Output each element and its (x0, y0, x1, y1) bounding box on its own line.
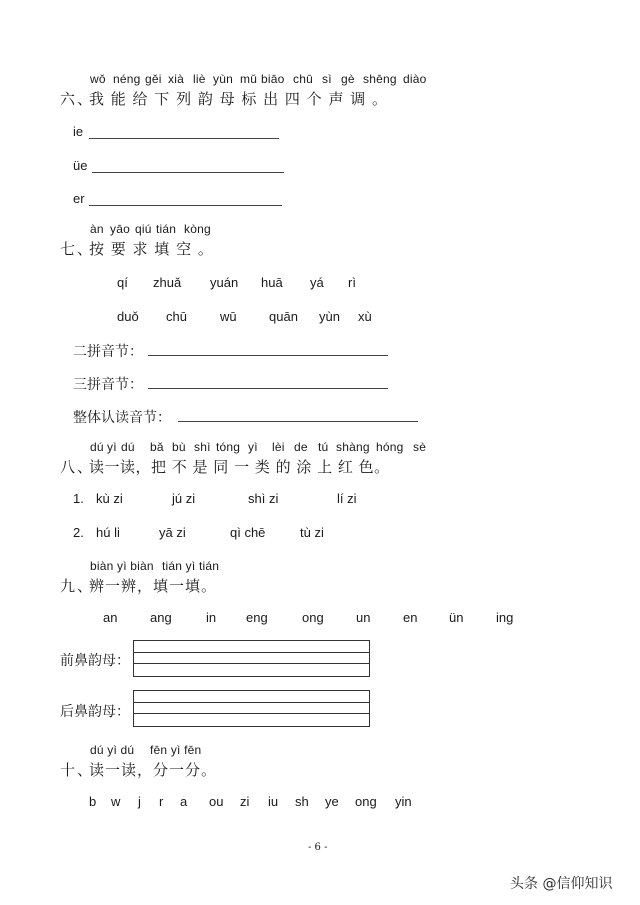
letter-item: ye (325, 794, 339, 809)
word-option[interactable]: yā zi (159, 525, 186, 540)
pinyin-gei: gěi (145, 72, 162, 86)
label-back-nasal: 后鼻韵母： (60, 704, 130, 720)
watermark: 头条 @信仰知识 (510, 876, 613, 892)
answer-line-whole-syllable[interactable] (178, 421, 418, 422)
final-item: in (206, 610, 217, 625)
pinyin-sheng: shēng (363, 72, 397, 86)
letter-item: ong (355, 794, 377, 809)
answer-line-ue[interactable] (92, 172, 284, 173)
pinyin-mu: mǔ (240, 72, 258, 86)
pinyin-fen-yi-fen: fēn yì fēn (150, 743, 202, 757)
pinyin-chu: chū (293, 72, 313, 86)
answer-line-ie[interactable] (89, 138, 279, 139)
box-rule (134, 702, 369, 703)
pinyin-qiu: qiú (135, 222, 152, 236)
section-title: 读一读，把 不 是 同 一 类 的 涂 上 红 色。 (89, 458, 390, 476)
pinyin-du: dú (90, 440, 104, 454)
final-item: ang (150, 610, 172, 625)
syllable: qí (117, 275, 128, 290)
syllable: quān (269, 309, 298, 324)
front-nasal-answer-box[interactable] (133, 640, 370, 677)
box-rule (134, 663, 369, 664)
pinyin-tian: tián (156, 222, 177, 236)
final-item: an (103, 610, 118, 625)
section-number: 七、 (60, 240, 95, 258)
final-item: un (356, 610, 371, 625)
section-number: 九、 (60, 577, 95, 595)
letter-item: ou (209, 794, 224, 809)
pinyin-tu: tú (318, 440, 329, 454)
pinyin-yi: yì (107, 440, 117, 454)
pinyin-du-yi-du: dú yì dú (90, 743, 135, 757)
syllable: chū (166, 309, 187, 324)
pinyin-an: àn (90, 222, 104, 236)
pinyin-neng: néng (113, 72, 141, 86)
label-front-nasal: 前鼻韵母： (60, 653, 130, 669)
pinyin-shang: shàng (336, 440, 370, 454)
pinyin-se: sè (413, 440, 427, 454)
pinyin-yao: yāo (110, 222, 130, 236)
word-option[interactable]: lí zi (337, 491, 357, 506)
syllable: duǒ (117, 309, 139, 324)
syllable: yá (310, 275, 324, 290)
pinyin-bu: bù (172, 440, 186, 454)
pinyin-du: dú (121, 440, 135, 454)
syllable: yuán (210, 275, 239, 290)
pinyin-biao: biāo (261, 72, 285, 86)
label-two-part: 二拼音节： (73, 344, 143, 360)
section-number: 八、 (60, 458, 95, 476)
final-item: ong (302, 610, 324, 625)
pinyin-yun: yùn (213, 72, 233, 86)
pinyin-ba: bǎ (150, 440, 164, 454)
item-number: 1. (73, 491, 84, 506)
back-nasal-answer-box[interactable] (133, 690, 370, 727)
pinyin-shi: shì (194, 440, 211, 454)
final-item: en (403, 610, 418, 625)
box-rule (134, 713, 369, 714)
section-title: 辨一辨，填一填。 (89, 577, 218, 595)
pinyin-tian-yi-tian: tián yì tián (162, 559, 220, 573)
pinyin-lei: lèi (272, 440, 285, 454)
pinyin-bian-yi-bian: biàn yì biàn (90, 559, 154, 573)
pinyin-diao: diào (403, 72, 427, 86)
word-option[interactable]: qì chē (230, 525, 266, 540)
answer-line-three-part[interactable] (148, 388, 388, 389)
pinyin-lie: liè (193, 72, 206, 86)
syllable: huā (261, 275, 283, 290)
letter-item: w (111, 794, 121, 809)
final-item: eng (246, 610, 268, 625)
final-item: ün (449, 610, 464, 625)
letter-item: b (89, 794, 97, 809)
section-title: 我 能 给 下 列 韵 母 标 出 四 个 声 调 。 (89, 90, 388, 108)
syllable: yùn (319, 309, 340, 324)
answer-line-two-part[interactable] (148, 355, 388, 356)
letter-item: iu (268, 794, 279, 809)
item-number: 2. (73, 525, 84, 540)
letter-item: j (138, 794, 141, 809)
section-number: 六、 (60, 90, 95, 108)
final-ie: ie (73, 124, 84, 139)
final-item: ing (496, 610, 514, 625)
pinyin-ge: gè (341, 72, 355, 86)
pinyin-si: sì (322, 72, 332, 86)
syllable: rì (348, 275, 356, 290)
pinyin-tong: tóng (216, 440, 241, 454)
letter-item: r (159, 794, 164, 809)
pinyin-hong: hóng (376, 440, 404, 454)
word-option[interactable]: tù zi (300, 525, 324, 540)
letter-item: sh (295, 794, 309, 809)
pinyin-kong: kòng (184, 222, 211, 236)
word-option[interactable]: kù zi (96, 491, 123, 506)
final-ue: üe (73, 158, 88, 173)
pinyin-yi: yì (248, 440, 258, 454)
syllable: zhuǎ (153, 275, 182, 290)
section-number: 十、 (60, 761, 95, 779)
box-rule (134, 652, 369, 653)
word-option[interactable]: jú zi (172, 491, 196, 506)
page-number: - 6 - (308, 842, 328, 853)
syllable: wū (220, 309, 237, 324)
pinyin-wo: wǒ (90, 72, 106, 86)
letter-item: zi (240, 794, 250, 809)
label-three-part: 三拼音节： (73, 377, 143, 393)
letter-item: yin (395, 794, 412, 809)
section-title: 按 要 求 填 空 。 (89, 240, 214, 258)
answer-line-er[interactable] (89, 205, 282, 206)
section-title: 读一读，分一分。 (89, 761, 218, 779)
pinyin-xia: xià (168, 72, 184, 86)
letter-item: a (180, 794, 188, 809)
label-whole-syllable: 整体认读音节： (73, 410, 171, 426)
syllable: xù (358, 309, 372, 324)
word-option[interactable]: shì zi (248, 491, 279, 506)
pinyin-de: de (294, 440, 308, 454)
final-er: er (73, 191, 85, 206)
word-option[interactable]: hú li (96, 525, 120, 540)
